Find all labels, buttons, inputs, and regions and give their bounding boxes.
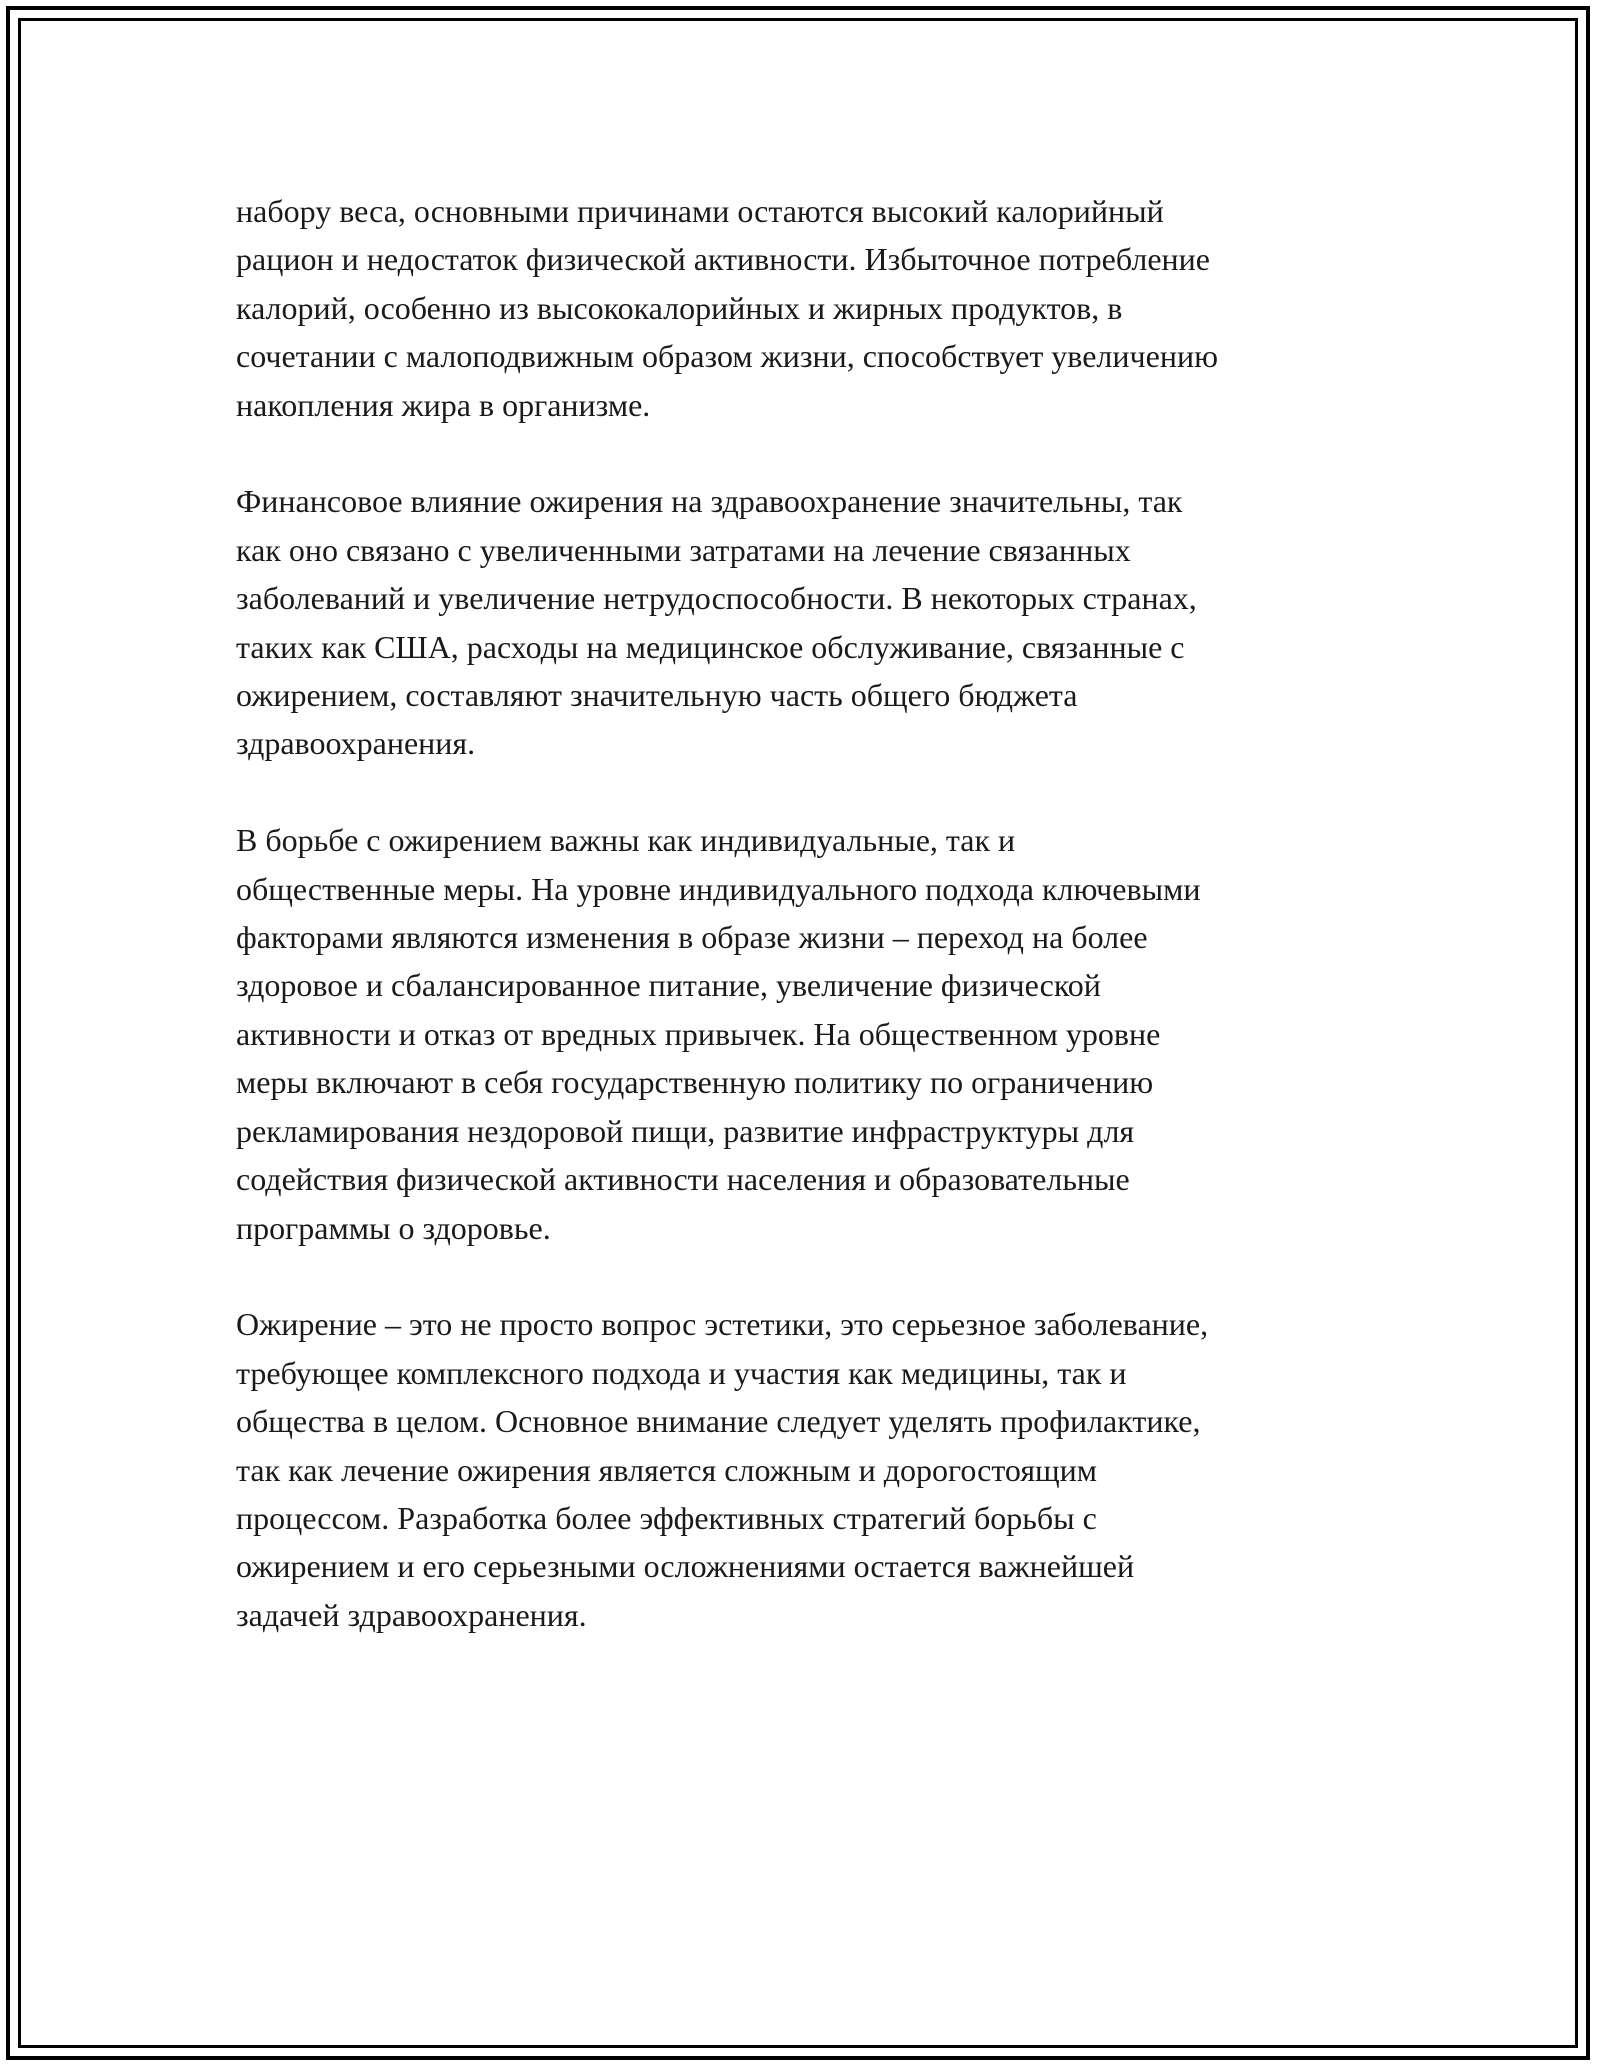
text-line: здоровое и сбалансированное питание, увеличение физической — [236, 967, 1101, 1004]
text-line: факторами являются изменения в образе жизни – переход на более — [236, 919, 1148, 956]
text-line: меры включают в себя государственную политику по ограничению — [236, 1064, 1154, 1101]
text-line: общественные меры. На уровне индивидуального подхода ключевыми — [236, 870, 1201, 907]
text-line: так как лечение ожирения является сложным и дорогостоящим — [236, 1451, 1098, 1488]
paragraph-conclusion — [236, 1300, 1406, 1639]
text-line: ожирением и его серьезными осложнениями остается важнейшей — [236, 1548, 1135, 1585]
text-line: рекламирования нездоровой пищи, развитие инфраструктуры для — [236, 1112, 1135, 1149]
text-line: требующее комплексного подхода и участия как медицины, так и — [236, 1354, 1127, 1391]
text-line: заболеваний и увеличение нетрудоспособности. В некоторых странах, — [236, 580, 1197, 617]
text-line: содействия физической активности населения и образовательные — [236, 1161, 1130, 1198]
text-line: как оно связано с увеличенными затратами на лечение связанных — [236, 531, 1131, 568]
text-line: активности и отказ от вредных привычек. На общественном уровне — [236, 1015, 1161, 1052]
paragraph-causes — [236, 187, 1406, 429]
text-line: рацион и недостаток физической активности. Избыточное потребление — [236, 241, 1210, 278]
text-line: программы о здоровье. — [236, 1209, 551, 1246]
text-line: Ожирение – это не просто вопрос эстетики, это серьезное заболевание, — [236, 1306, 1209, 1343]
text-line: задачей здравоохранения. — [236, 1596, 587, 1633]
paragraph-financial-impact — [236, 477, 1406, 767]
text-line: сочетании с малоподвижным образом жизни, способствует увеличению — [236, 338, 1218, 375]
text-line: накопления жира в организме. — [236, 386, 651, 423]
text-line: калорий, особенно из высококалорийных и жирных продуктов, в — [236, 289, 1123, 326]
document-body — [236, 187, 1406, 1688]
text-line: Финансовое влияние ожирения на здравоохранение значительны, так — [236, 483, 1183, 520]
text-line: процессом. Разработка более эффективных стратегий борьбы с — [236, 1499, 1097, 1536]
text-line: общества в целом. Основное внимание следует уделять профилактике, — [236, 1403, 1201, 1440]
text-line: ожирением, составляют значительную часть общего бюджета — [236, 677, 1078, 714]
text-line: набору веса, основными причинами остаются высокий калорийный — [236, 193, 1164, 229]
text-line: таких как США, расходы на медицинское обслуживание, связанные с — [236, 628, 1185, 665]
paragraph-measures — [236, 816, 1406, 1252]
text-line: здравоохранения. — [236, 725, 476, 762]
text-line: В борьбе с ожирением важны как индивидуальные, так и — [236, 822, 1016, 859]
